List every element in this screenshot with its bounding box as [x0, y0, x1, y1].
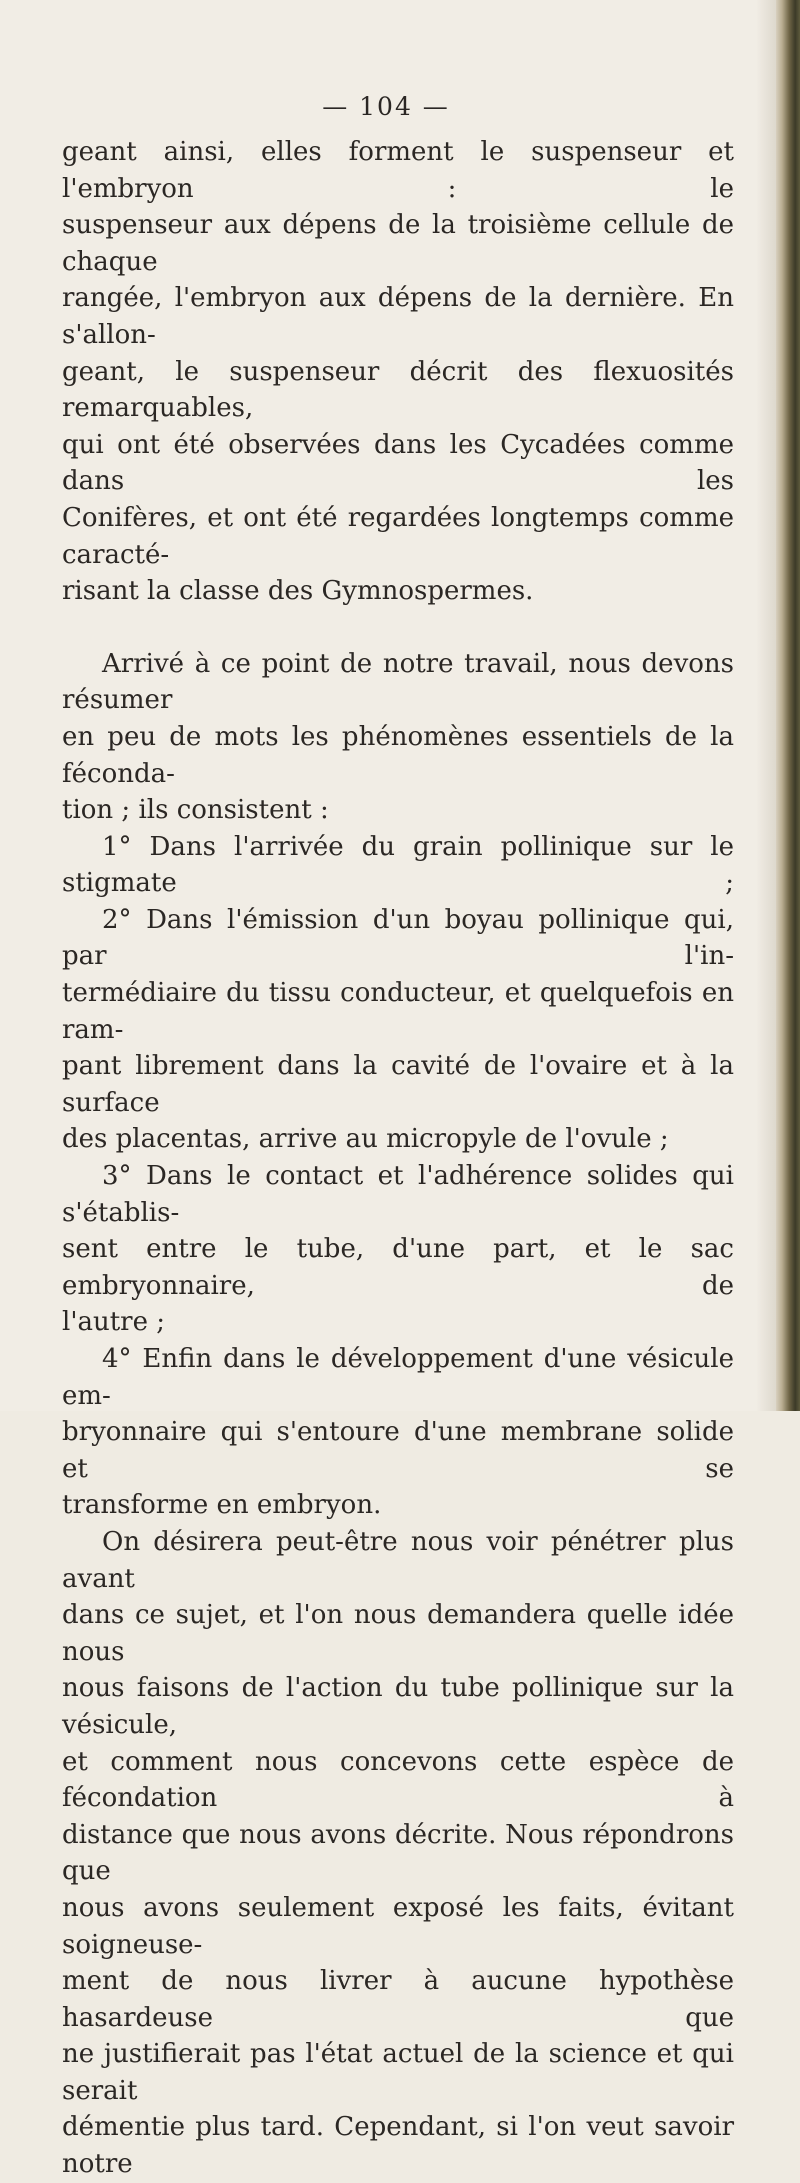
text-line: 1° Dans l'arrivée du grain pollinique sur le stigmate ; [62, 831, 734, 899]
text-line: démentie plus tard. Cependant, si l'on veut savoir notre [62, 2112, 734, 2180]
binding-shadow [756, 0, 778, 1411]
text-line: rangée, l'embryon aux dépens de la dernière. En s'allon- [62, 283, 734, 350]
text-line: Arrivé à ce point de notre travail, nous devons résumer [62, 648, 734, 716]
text-line: geant ainsi, elles forment le suspenseur et l'embryon : le [62, 137, 734, 204]
text-line: ne justifierait pas l'état actuel de la science et qui serait [62, 2039, 734, 2106]
text-line: qui ont été observées dans les Cycadées comme dans les [62, 429, 734, 497]
text-line: nous avons seulement exposé les faits, évitant soigneuse- [62, 1892, 734, 1960]
book-binding-edge [776, 0, 800, 1411]
text-line: Conifères, et ont été regardées longtemps comme caracté- [62, 502, 734, 570]
body-text [62, 134, 734, 2183]
text-line: 2° Dans l'émission d'un boyau pollinique qui, par l'in- [62, 904, 734, 972]
text-line: geant, le suspenseur décrit des flexuosités remarquables, [62, 356, 734, 424]
text-line: l'autre ; [62, 1307, 165, 1338]
text-line: distance que nous avons décrite. Nous répondrons que [62, 1819, 734, 1887]
text-line: sent entre le tube, d'une part, et le sac embryonnaire, de [62, 1234, 734, 1301]
text-line: On désirera peut-être nous voir pénétrer plus avant [62, 1526, 734, 1594]
text-line: suspenseur aux dépens de la troisième cellule de chaque [62, 210, 734, 277]
text-line: pant librement dans la cavité de l'ovaire et à la surface [62, 1051, 734, 1118]
text-line: dans ce sujet, et l'on nous demandera quelle idée nous [62, 1600, 734, 1667]
text-line: bryonnaire qui s'entoure d'une membrane solide et se [62, 1417, 734, 1484]
text-line: risant la classe des Gymnospermes. [62, 576, 534, 607]
paragraph-gap [62, 610, 734, 646]
text-line: 4° Enfin dans le développement d'une vésicule em- [62, 1344, 734, 1411]
text-line: transforme en embryon. [62, 1490, 382, 1521]
text-line: en peu de mots les phénomènes essentiels de la féconda- [62, 721, 734, 789]
text-line: termédiaire du tissu conducteur, et quelquefois en ram- [62, 978, 734, 1045]
text-line: et comment nous concevons cette espèce de fécondation à [62, 1746, 734, 1814]
page-number: — 104 — [322, 92, 450, 121]
text-line: des placentas, arrive au micropyle de l'ovule ; [62, 1124, 669, 1155]
text-line: nous faisons de l'action du tube pollinique sur la vésicule, [62, 1673, 734, 1740]
text-line: tion ; ils consistent : [62, 795, 329, 826]
text-line: ment de nous livrer à aucune hypothèse hasardeuse que [62, 1966, 734, 2033]
text-line: 3° Dans le contact et l'adhérence solides qui s'établis- [62, 1161, 734, 1228]
